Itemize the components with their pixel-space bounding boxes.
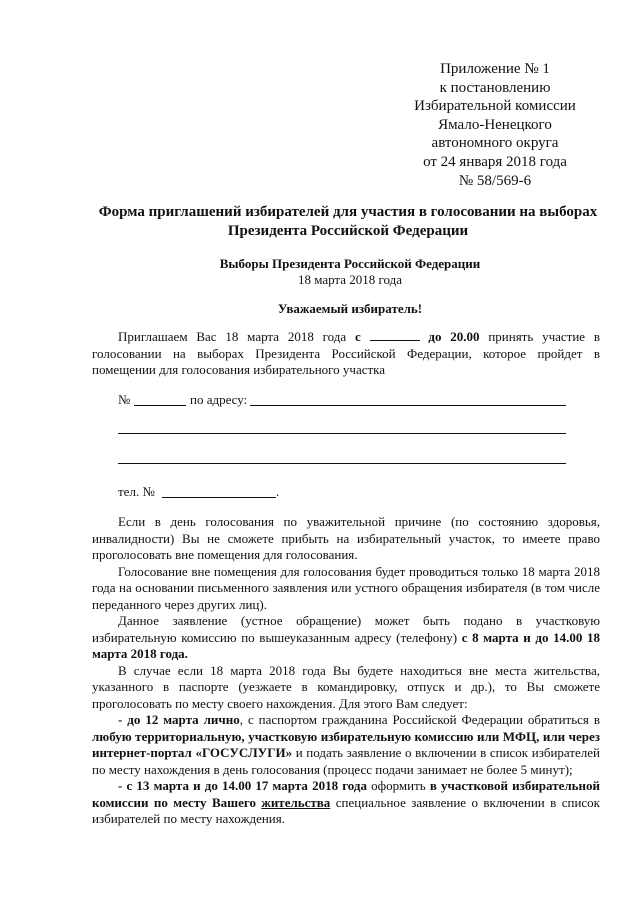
- appendix-line: № 58/569-6: [458, 172, 532, 189]
- time-from-blank[interactable]: [370, 328, 420, 341]
- appendix-line: Приложение № 1: [440, 61, 550, 77]
- statement-paragraph: [92, 613, 600, 663]
- greeting: Уважаемый избиратель!: [277, 301, 423, 316]
- statement-dates: с 8 марта и до 14.00 18 марта 2018 года.: [92, 629, 600, 661]
- appendix-line: Ямало-Ненецкого: [438, 116, 552, 133]
- form-title-line1: Форма приглашений избирателей для участия в голосовании на выборах: [98, 204, 598, 220]
- appendix-line: к постановлению: [439, 79, 551, 96]
- appendix-block: [400, 60, 590, 190]
- body-paragraphs: [92, 514, 600, 828]
- bullet-1-text-2: и подать заявление о включении в список избирателей по месту нахождения в день голосования (процесс подачи занимает не более 5 минут);: [92, 745, 600, 777]
- bullet-2: [92, 778, 600, 828]
- outside-voting-paragraph: Голосование вне помещения для голосования будет проводиться только 18 марта 2018 года на основании письменного заявления или устного обращения избирателя (в том числе переданного через других лиц).: [92, 563, 600, 612]
- address-blank-line3[interactable]: [118, 463, 566, 464]
- station-number-blank[interactable]: [134, 405, 186, 406]
- bullet-2-text-2: специальное заявление о включении в список избирателей по месту нахождения.: [92, 794, 600, 826]
- elections-name: Выборы Президента Российской Федерации: [219, 256, 481, 271]
- bullet-2-text-1: оформить: [367, 778, 430, 793]
- invite-text-1: Приглашаем Вас 18 марта 2018 года: [118, 329, 355, 344]
- address-label: по адресу:: [190, 392, 248, 407]
- bullet-1-text-1: , с паспортом гражданина Российской Федерации обратиться в: [239, 712, 601, 727]
- phone-end: .: [276, 484, 280, 499]
- bullet-1-deadline: - до 12 марта лично: [118, 712, 240, 727]
- statement-text: Данное заявление (устное обращение) может быть подано в участковую избирательную комиссию по вышеуказанным адресу (телефону): [92, 613, 600, 645]
- invite-to: до 20.00: [428, 329, 480, 344]
- invite-text-2: принять участие в голосовании на выборах Президента Российской Федерации, которое пройдет в помещении для голосования избирательного участка: [92, 329, 601, 377]
- phone-blank[interactable]: [162, 497, 276, 498]
- address-blank-line2[interactable]: [118, 433, 566, 434]
- invitation-text: [92, 328, 600, 379]
- invite-from: с: [354, 329, 361, 344]
- away-paragraph: В случае если 18 марта 2018 года Вы будете находиться вне места жительства, указанного в паспорте (уезжаете в командировку, отпуск и др.), то Вы сможете проголосовать по месту своего нахождения. Для этого Вам следует:: [92, 662, 600, 711]
- form-title: [80, 203, 616, 241]
- bullet-1-where: любую территориальную, участковую избирательную комиссию или МФЦ, или через интернет-портал «ГОСУСЛУГИ»: [92, 728, 600, 760]
- station-number-label: №: [118, 392, 131, 407]
- bullet-2-residence: жительства: [261, 794, 331, 810]
- bullet-2-where: в участковой избирательной комиссии по месту Вашего: [92, 778, 601, 810]
- bullet-1: [92, 712, 600, 778]
- invitation-paragraph: [92, 328, 600, 379]
- elections-header: [150, 256, 550, 288]
- elections-date: 18 марта 2018 года: [297, 272, 403, 287]
- appendix-line: Избирательной комиссии: [414, 98, 576, 115]
- form-title-line2: Президента Российской Федерации: [227, 223, 469, 239]
- address-blank-line1[interactable]: [250, 405, 566, 406]
- appendix-line: автономного округа: [431, 135, 559, 152]
- illness-paragraph: Если в день голосования по уважительной причине (по состоянию здоровья, инвалидности) Вы не сможете прибыть на избирательный участок, то имеете право проголосовать вне помещения для голосования.: [92, 514, 600, 562]
- phone-label: тел. №: [118, 484, 155, 499]
- bullet-2-deadline: - с 13 марта и до 14.00 17 марта 2018 года: [118, 778, 368, 793]
- appendix-line: от 24 января 2018 года: [423, 153, 567, 170]
